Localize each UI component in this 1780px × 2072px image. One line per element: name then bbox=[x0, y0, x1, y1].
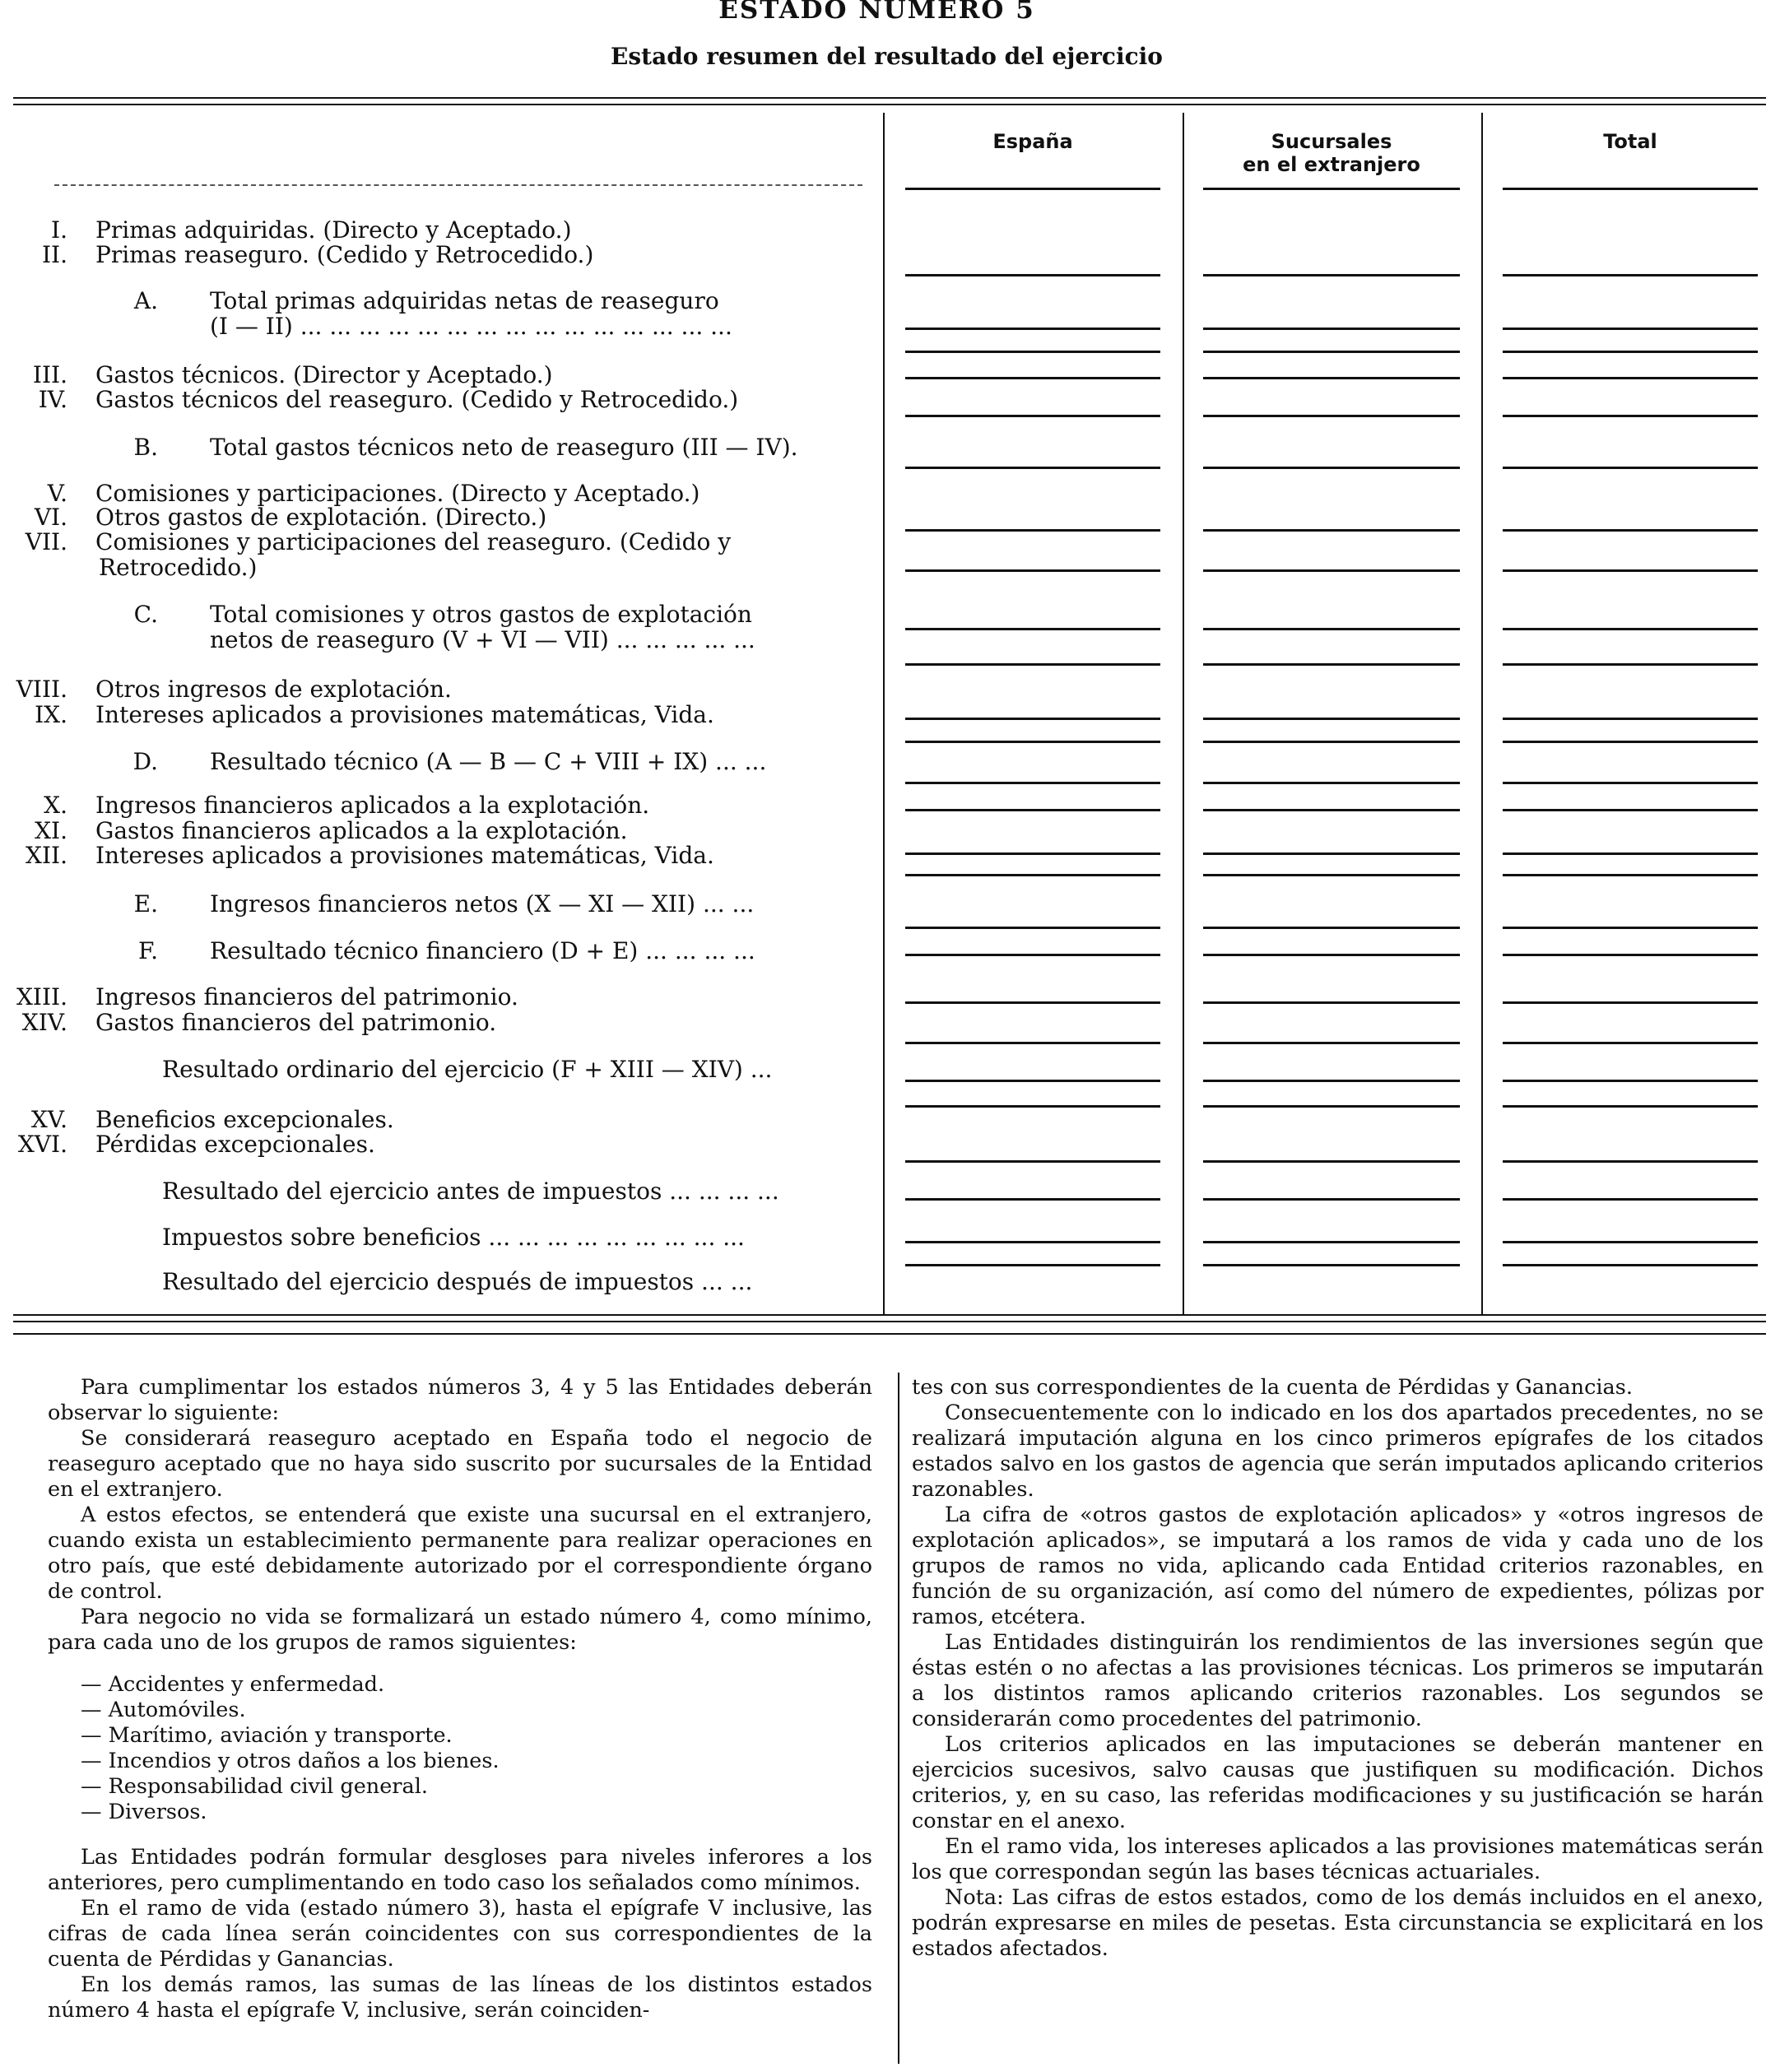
amount-blank-line bbox=[1203, 1080, 1460, 1082]
row-label: Intereses aplicados a provisiones matemáticas, Vida. bbox=[95, 701, 714, 728]
notes-divider bbox=[898, 1373, 899, 2064]
note-paragraph: Se considerará reaseguro aceptado en España todo el negocio de reaseguro aceptado que no haya sido suscrito por sucursales de la Entidad en el extranjero. bbox=[48, 1426, 872, 1502]
row-label: Gastos financieros aplicados a la explotación. bbox=[95, 817, 628, 844]
row-number: C. bbox=[133, 601, 158, 628]
amount-blank-line bbox=[1203, 663, 1460, 666]
amount-blank-line bbox=[905, 467, 1160, 469]
row-number: D. bbox=[132, 748, 158, 775]
amount-blank-line bbox=[905, 852, 1160, 855]
amount-blank-line bbox=[1203, 1264, 1460, 1266]
row-label-cont: netos de reaseguro (V + VI — VII) ... ... ... ... ... bbox=[210, 626, 755, 653]
row-label: Comisiones y participaciones del reaseguro. (Cedido y bbox=[95, 528, 732, 555]
row-label: Ingresos financieros netos (X — XI — XII) ... ... bbox=[210, 890, 755, 918]
amount-blank-line bbox=[905, 415, 1160, 417]
column-divider bbox=[1183, 113, 1184, 1316]
amount-blank-line bbox=[905, 874, 1160, 876]
row-number: XVI. bbox=[17, 1131, 67, 1158]
amount-blank-line bbox=[905, 809, 1160, 811]
row-label: Beneficios excepcionales. bbox=[95, 1106, 394, 1133]
amount-blank-line bbox=[1203, 628, 1460, 630]
note-paragraph: Nota: Las cifras de estos estados, como de los demás incluidos en el anexo, podrán expresarse en miles de pesetas. Esta circunstancia se explicitará en los estados afectados. bbox=[912, 1885, 1764, 1961]
row-number: F. bbox=[138, 937, 158, 964]
row-number: A. bbox=[133, 287, 158, 314]
amount-blank-line bbox=[1503, 927, 1758, 929]
amount-blank-line bbox=[905, 569, 1160, 572]
note-paragraph: En el ramo de vida (estado número 3), hasta el epígrafe V inclusive, las cifras de cada línea serán coincidentes con sus correspondientes de la cuenta de Pérdidas y Ganancias. bbox=[48, 1896, 872, 1972]
row-number: XIII. bbox=[16, 983, 67, 1010]
row-number: X. bbox=[44, 792, 67, 819]
amount-blank-line bbox=[1503, 377, 1758, 379]
row-label: Gastos técnicos del reaseguro. (Cedido y Retrocedido.) bbox=[95, 386, 739, 413]
amount-blank-line bbox=[1503, 852, 1758, 855]
amount-blank-line bbox=[1203, 351, 1460, 353]
note-paragraph: En los demás ramos, las sumas de las líneas de los distintos estados número 4 hasta el epígrafe V, inclusive, serán coinciden- bbox=[48, 1972, 872, 2023]
row-label: Resultado del ejercicio antes de impuestos ... ... ... ... bbox=[162, 1178, 779, 1205]
amount-blank-line bbox=[1203, 954, 1460, 956]
groups-list-item: — Incendios y otros daños a los bienes. bbox=[81, 1749, 500, 1773]
amount-blank-line bbox=[1203, 1042, 1460, 1044]
row-number: III. bbox=[32, 361, 67, 388]
amount-blank-line bbox=[1503, 1241, 1758, 1243]
groups-list-item: — Accidentes y enfermedad. bbox=[81, 1672, 385, 1697]
top-double-rule bbox=[13, 97, 1766, 105]
note-paragraph: tes con sus correspondientes de la cuenta de Pérdidas y Ganancias. bbox=[912, 1375, 1633, 1400]
amount-blank-line bbox=[1503, 1105, 1758, 1108]
amount-blank-line bbox=[1503, 1001, 1758, 1004]
amount-blank-line bbox=[1203, 328, 1460, 330]
row-label: Primas adquiridas. (Directo y Aceptado.) bbox=[95, 216, 572, 244]
note-paragraph: En el ramo vida, los intereses aplicados a las provisiones matemáticas serán los que correspondan según las bases técnicas actuariales. bbox=[912, 1834, 1764, 1884]
notes-right-column bbox=[912, 1375, 1764, 1962]
amount-blank-line bbox=[1203, 467, 1460, 469]
row-number: IV. bbox=[38, 386, 67, 413]
amount-blank-line bbox=[1203, 1001, 1460, 1004]
amount-blank-line bbox=[1503, 529, 1758, 532]
column-divider bbox=[1481, 113, 1483, 1316]
amount-blank-line bbox=[905, 1160, 1160, 1163]
row-label: Otros gastos de explotación. (Directo.) bbox=[95, 504, 547, 531]
amount-blank-line bbox=[905, 663, 1160, 666]
row-number: XV. bbox=[30, 1106, 67, 1133]
left-dashed-rule bbox=[54, 184, 862, 186]
amount-blank-line bbox=[905, 954, 1160, 956]
amount-blank-line bbox=[905, 274, 1160, 276]
amount-blank-line bbox=[1203, 809, 1460, 811]
amount-blank-line bbox=[1503, 467, 1758, 469]
row-number: IX. bbox=[35, 701, 67, 728]
amount-blank-line bbox=[905, 328, 1160, 330]
row-number: XI. bbox=[35, 817, 67, 844]
note-paragraph: Consecuentemente con lo indicado en los dos apartados precedentes, no se realizará imputación alguna en los cinco primeros epígrafes de los citados estados salvo en los gastos de agencia que serán imputados aplicando criterios razonables. bbox=[912, 1401, 1764, 1502]
amount-blank-line bbox=[1203, 852, 1460, 855]
amount-blank-line bbox=[1203, 529, 1460, 532]
amount-blank-line bbox=[1503, 274, 1758, 276]
bottom-double-rule bbox=[13, 1314, 1766, 1322]
row-number: I. bbox=[51, 216, 67, 244]
amount-blank-line bbox=[905, 718, 1160, 720]
groups-list-item: — Diversos. bbox=[81, 1800, 207, 1824]
amount-blank-line bbox=[1503, 569, 1758, 572]
header-rule bbox=[1503, 188, 1758, 190]
row-number: VI. bbox=[34, 504, 67, 531]
row-label: Pérdidas excepcionales. bbox=[95, 1131, 375, 1158]
note-paragraph: Para negocio no vida se formalizará un estado número 4, como mínimo, para cada uno de los grupos de ramos siguientes: bbox=[48, 1605, 872, 1655]
row-label: Resultado técnico (A — B — C + VIII + IX) ... ... bbox=[210, 748, 767, 775]
row-label-cont: Retrocedido.) bbox=[99, 554, 258, 581]
amount-blank-line bbox=[905, 628, 1160, 630]
notes-left-column bbox=[48, 1375, 872, 2023]
note-paragraph: Las Entidades podrán formular desgloses para niveles inferores a los anteriores, pero cumplimentando en todo caso los señalados como mínimos. bbox=[48, 1845, 872, 1895]
row-number: VII. bbox=[25, 528, 67, 555]
amount-blank-line bbox=[1203, 874, 1460, 876]
groups-list-item: — Automóviles. bbox=[81, 1698, 246, 1722]
row-number: V. bbox=[47, 480, 67, 507]
row-number: II. bbox=[41, 241, 67, 268]
amount-blank-line bbox=[905, 1241, 1160, 1243]
row-label: Resultado del ejercicio después de impuestos ... ... bbox=[162, 1268, 753, 1295]
amount-blank-line bbox=[1203, 718, 1460, 720]
column-divider bbox=[883, 113, 885, 1316]
amount-blank-line bbox=[905, 351, 1160, 353]
amount-blank-line bbox=[1503, 782, 1758, 784]
amount-blank-line bbox=[1203, 1105, 1460, 1108]
groups-list-item: — Marítimo, aviación y transporte. bbox=[81, 1723, 453, 1748]
amount-blank-line bbox=[1503, 663, 1758, 666]
amount-blank-line bbox=[1503, 1160, 1758, 1163]
row-label: Resultado ordinario del ejercicio (F + XIII — XIV) ... bbox=[162, 1056, 773, 1083]
note-paragraph: Las Entidades distinguirán los rendimientos de las inversiones según que éstas estén o no afectas a las provisiones técnicas. Los primeros se imputarán a los distintos ramos aplicando criterios razonables. Los segundos se considerarán como procedentes del patrimonio. bbox=[912, 1630, 1764, 1731]
row-label: Gastos financieros del patrimonio. bbox=[95, 1009, 497, 1036]
amount-blank-line bbox=[1203, 1198, 1460, 1201]
amount-blank-line bbox=[905, 1105, 1160, 1108]
amount-blank-line bbox=[1503, 1264, 1758, 1266]
amount-blank-line bbox=[1203, 1160, 1460, 1163]
note-paragraph: Los criterios aplicados en las imputaciones se deberán mantener en ejercicios sucesivos, salvo causas que justifiquen su modificación. Dichos criterios, y, en su caso, las referidas modificaciones y su justificación se harán constar en el anexo. bbox=[912, 1732, 1764, 1833]
amount-blank-line bbox=[1503, 741, 1758, 743]
amount-blank-line bbox=[905, 1264, 1160, 1266]
amount-blank-line bbox=[905, 1198, 1160, 1201]
page-title: ESTADO NUMERO 5 bbox=[718, 0, 1035, 25]
amount-blank-line bbox=[1503, 1198, 1758, 1201]
header-rule bbox=[905, 188, 1160, 190]
col-header-sucursales: Sucursales en el extranjero bbox=[1243, 130, 1420, 176]
amount-blank-line bbox=[1203, 782, 1460, 784]
row-label: Total gastos técnicos neto de reaseguro (III — IV). bbox=[210, 434, 798, 461]
col-header-total: Total bbox=[1603, 130, 1657, 153]
row-number: XIV. bbox=[21, 1009, 67, 1036]
amount-blank-line bbox=[1503, 1080, 1758, 1082]
amount-blank-line bbox=[1503, 415, 1758, 417]
amount-blank-line bbox=[1503, 874, 1758, 876]
notes-rule bbox=[13, 1333, 1766, 1335]
row-label: Impuestos sobre beneficios ... ... ... ... ... ... ... ... ... bbox=[162, 1224, 745, 1251]
page-subtitle: Estado resumen del resultado del ejercicio bbox=[611, 43, 1163, 70]
row-label: Total primas adquiridas netas de reaseguro bbox=[210, 287, 719, 314]
amount-blank-line bbox=[1203, 741, 1460, 743]
amount-blank-line bbox=[1503, 954, 1758, 956]
amount-blank-line bbox=[1503, 351, 1758, 353]
amount-blank-line bbox=[1503, 718, 1758, 720]
row-label-cont: (I — II) ... ... ... ... ... ... ... ... ... ... ... ... ... ... ... bbox=[210, 313, 732, 340]
amount-blank-line bbox=[1203, 274, 1460, 276]
amount-blank-line bbox=[905, 927, 1160, 929]
row-label: Intereses aplicados a provisiones matemáticas, Vida. bbox=[95, 842, 714, 869]
row-number: E. bbox=[133, 890, 158, 918]
note-paragraph: La cifra de «otros gastos de explotación aplicados» y «otros ingresos de explotación aplicados», se imputará a los ramos de vida y cada uno de los grupos de ramos no vida, aplicando cada Entidad criterios razonables, en función de su organización, así como del número de expedientes, pólizas por ramos, etcétera. bbox=[912, 1503, 1764, 1629]
amount-blank-line bbox=[1203, 1241, 1460, 1243]
amount-blank-line bbox=[1203, 927, 1460, 929]
amount-blank-line bbox=[1203, 569, 1460, 572]
note-paragraph: Para cumplimentar los estados números 3, 4 y 5 las Entidades deberán observar lo siguiente: bbox=[48, 1375, 872, 1425]
row-label: Primas reaseguro. (Cedido y Retrocedido.) bbox=[95, 241, 594, 268]
amount-blank-line bbox=[905, 741, 1160, 743]
row-label: Resultado técnico financiero (D + E) ... ... ... ... bbox=[210, 937, 755, 964]
amount-blank-line bbox=[905, 529, 1160, 532]
row-label: Gastos técnicos. (Director y Aceptado.) bbox=[95, 361, 553, 388]
col-header-espana: España bbox=[992, 130, 1073, 153]
amount-blank-line bbox=[905, 377, 1160, 379]
row-label: Ingresos financieros del patrimonio. bbox=[95, 983, 518, 1010]
row-label: Total comisiones y otros gastos de explotación bbox=[210, 601, 752, 628]
amount-blank-line bbox=[1203, 415, 1460, 417]
row-number: VIII. bbox=[16, 676, 67, 703]
amount-blank-line bbox=[905, 1042, 1160, 1044]
amount-blank-line bbox=[905, 782, 1160, 784]
row-label: Otros ingresos de explotación. bbox=[95, 676, 452, 703]
row-label: Comisiones y participaciones. (Directo y Aceptado.) bbox=[95, 480, 700, 507]
row-number: XII. bbox=[26, 842, 67, 869]
amount-blank-line bbox=[905, 1001, 1160, 1004]
amount-blank-line bbox=[1503, 809, 1758, 811]
amount-blank-line bbox=[1503, 628, 1758, 630]
row-label: Ingresos financieros aplicados a la explotación. bbox=[95, 792, 650, 819]
row-number: B. bbox=[133, 434, 158, 461]
note-paragraph: A estos efectos, se entenderá que existe una sucursal en el extranjero, cuando exista un establecimiento permanente para realizar operaciones en otro país, que esté debidamente autorizado por el correspondiente órgano de control. bbox=[48, 1503, 872, 1604]
groups-list-item: — Responsabilidad civil general. bbox=[81, 1774, 428, 1799]
amount-blank-line bbox=[1503, 328, 1758, 330]
amount-blank-line bbox=[1203, 377, 1460, 379]
header-rule bbox=[1203, 188, 1460, 190]
amount-blank-line bbox=[1503, 1042, 1758, 1044]
amount-blank-line bbox=[905, 1080, 1160, 1082]
groups-list bbox=[48, 1672, 872, 1825]
